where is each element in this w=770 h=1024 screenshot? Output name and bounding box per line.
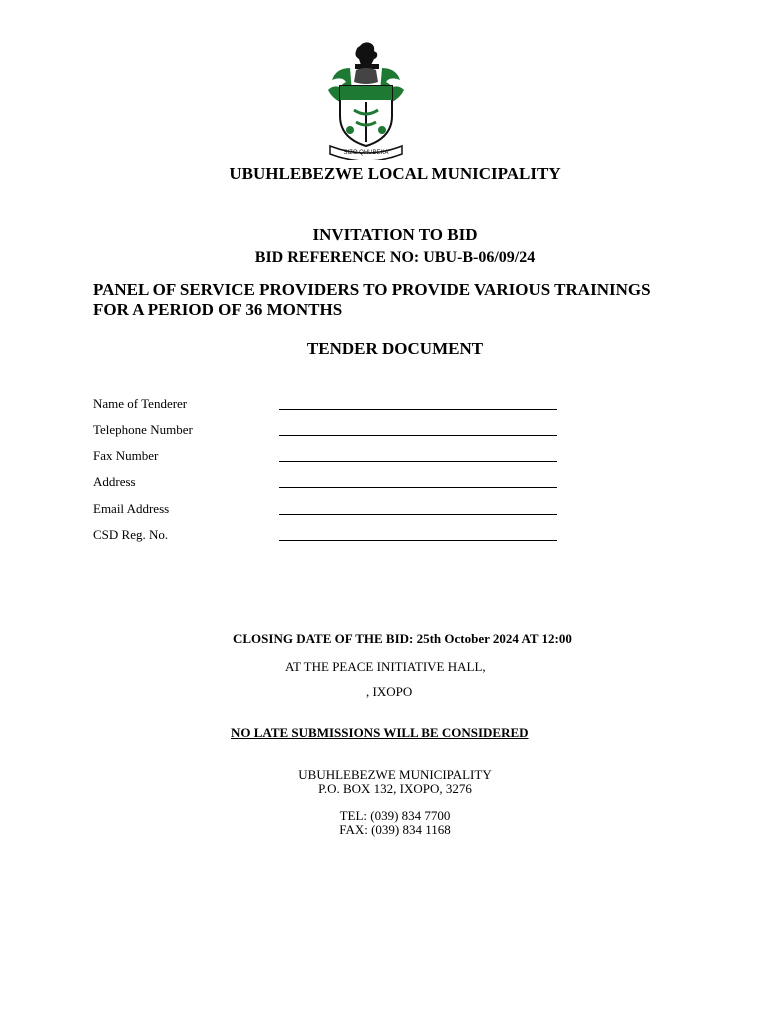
invitation-heading: INVITATION TO BID	[312, 225, 478, 244]
project-title-line-1: PANEL OF SERVICE PROVIDERS TO PROVIDE VARIOUS TRAININGS	[93, 280, 651, 299]
field-label: Telephone Number	[93, 422, 193, 437]
closing-town: , IXOPO	[366, 684, 413, 699]
helmet	[354, 68, 378, 84]
contact-fax: FAX: (039) 834 1168	[339, 822, 451, 837]
municipal-crest-logo	[320, 40, 412, 160]
document-type-title: TENDER DOCUMENT	[306, 339, 484, 358]
bid-reference: BID REFERENCE NO: UBU-B-06/09/24	[254, 249, 536, 266]
field-label: CSD Reg. No.	[93, 527, 169, 542]
late-submission-warning: NO LATE SUBMISSIONS WILL BE CONSIDERED	[231, 725, 529, 740]
blank-line	[279, 540, 557, 541]
csd-reg-field	[93, 527, 563, 545]
closing-date: CLOSING DATE OF THE BID: 25th October 2024 AT 12:00	[233, 631, 572, 646]
closing-venue: AT THE PEACE INITIATIVE HALL,	[285, 659, 486, 674]
organization-name: UBUHLEBEZWE LOCAL MUNICIPALITY	[229, 164, 561, 183]
shield	[340, 86, 392, 146]
svg-text:SIZO QHUBEKA: SIZO QHUBEKA	[343, 150, 389, 156]
email-field	[93, 501, 563, 519]
blank-line	[279, 435, 557, 436]
project-title	[93, 280, 713, 320]
telephone-field	[93, 422, 563, 440]
lion-crest	[355, 42, 379, 69]
blank-line	[279, 514, 557, 515]
blank-line	[279, 409, 557, 410]
field-label: Address	[93, 474, 136, 489]
tenderer-name-field	[93, 396, 563, 414]
fax-field	[93, 448, 563, 466]
contact-po-box: P.O. BOX 132, IXOPO, 3276	[318, 781, 472, 796]
blank-line	[279, 461, 557, 462]
address-field	[93, 474, 563, 492]
field-label: Name of Tenderer	[93, 396, 188, 411]
motto-scroll	[330, 146, 402, 160]
blank-line	[279, 487, 557, 488]
contact-tel: TEL: (039) 834 7700	[339, 808, 451, 823]
field-label: Fax Number	[93, 448, 159, 463]
contact-name: UBUHLEBEZWE MUNICIPALITY	[298, 767, 492, 782]
project-title-line-2: FOR A PERIOD OF 36 MONTHS	[93, 300, 343, 319]
field-label: Email Address	[93, 501, 170, 516]
